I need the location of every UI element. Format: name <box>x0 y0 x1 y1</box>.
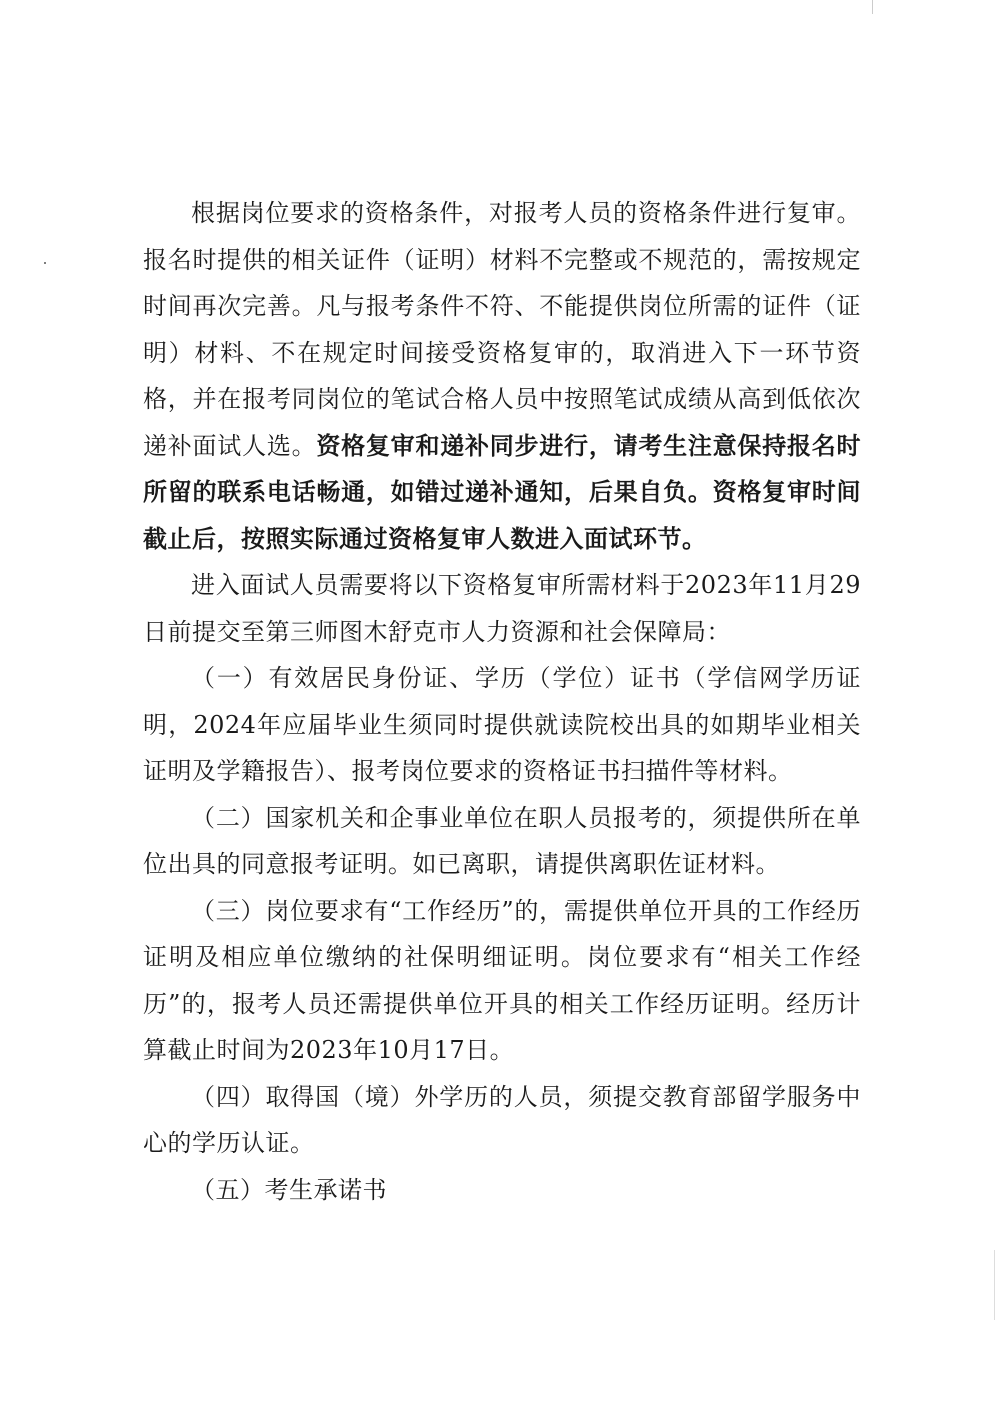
list-item-3 <box>143 888 861 1074</box>
list-item-3-text: （三）岗位要求有“工作经历”的，需提供单位开具的工作经历证明及相应单位缴纳的社保明细证明。岗位要求有“相关工作经历”的，报考人员还需提供单位开具的相关工作经历证明。经历计算截止时间为2023年10月17日。 <box>143 896 861 1064</box>
document-body <box>143 190 861 1213</box>
paragraph-review-text: 根据岗位要求的资格条件，对报考人员的资格条件进行复审。报名时提供的相关证件（证明）材料不完整或不规范的，需按规定时间再次完善。凡与报考条件不符、不能提供岗位所需的证件（证明）材料、不在规定时间接受资格复审的，取消进入下一环节资格，并在报考同岗位的笔试合格人员中按照笔试成绩从高到低依次递补面试人选。 <box>143 199 861 460</box>
list-item-1 <box>143 655 861 795</box>
scan-mark-top <box>872 0 873 14</box>
list-item-2-text: （二）国家机关和企事业单位在职人员报考的，须提供所在单位出具的同意报考证明。如已离职，请提供离职佐证材料。 <box>143 803 861 878</box>
list-item-5 <box>143 1167 861 1214</box>
paragraph-submission-text: 进入面试人员需要将以下资格复审所需材料于2023年11月29日前提交至第三师图木舒克市人力资源和社会保障局： <box>143 571 861 646</box>
paragraph-review-notice-bold: 资格复审和递补同步进行，请考生注意保持报名时所留的联系电话畅通，如错过递补通知，后果自负。资格复审时间截止后，按照实际通过资格复审人数进入面试环节。 <box>143 431 861 553</box>
paragraph-review-requirements <box>143 190 861 562</box>
list-item-1-text: （一）有效居民身份证、学历（学位）证书（学信网学历证明，2024年应届毕业生须同时提供就读院校出具的如期毕业相关证明及学籍报告）、报考岗位要求的资格证书扫描件等材料。 <box>143 664 861 785</box>
list-item-2 <box>143 795 861 888</box>
paragraph-submission-deadline <box>143 562 861 655</box>
scan-dot <box>44 262 46 264</box>
list-item-4-text: （四）取得国（境）外学历的人员，须提交教育部留学服务中心的学历认证。 <box>143 1082 861 1157</box>
list-item-4 <box>143 1074 861 1167</box>
scan-mark-right <box>994 1250 995 1320</box>
list-item-5-text: （五）考生承诺书 <box>191 1175 387 1204</box>
